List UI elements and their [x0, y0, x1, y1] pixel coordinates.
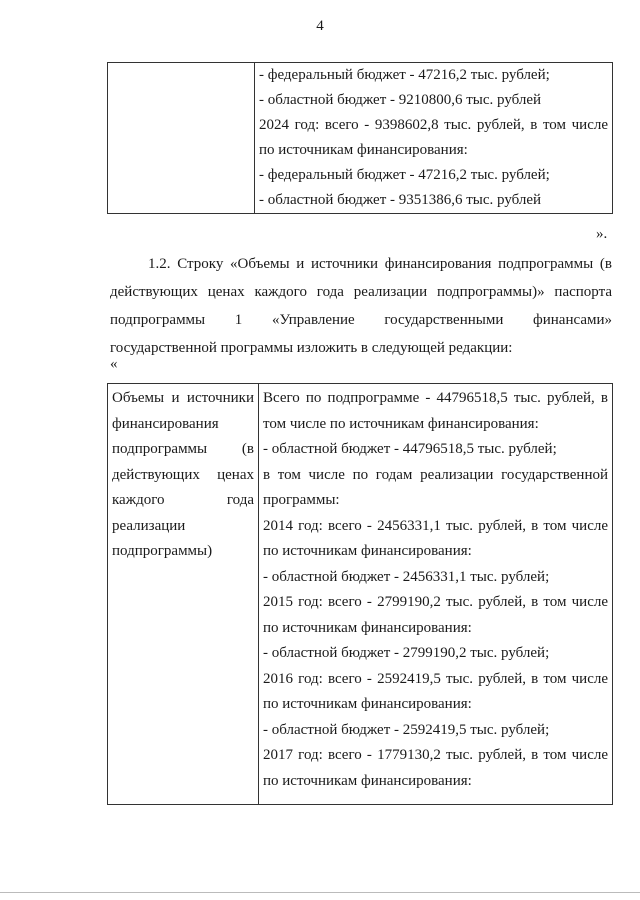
label-line: реализации [112, 517, 186, 534]
label-line: каждого года [112, 492, 254, 508]
value-line: 2014 год: всего - 2456331,1 тыс. рублей, в том числе [263, 517, 608, 534]
fragment-line: по источникам финансирования: [259, 142, 468, 158]
page-bottom-rule [0, 892, 640, 893]
value-line: программы: [263, 492, 340, 508]
page-number: 4 [316, 18, 324, 34]
value-line: том числе по источникам финансирования: [263, 415, 539, 432]
opening-quote: « [110, 356, 118, 372]
fragment-left-cell [108, 63, 255, 214]
paragraph-line: действующих ценах каждого года реализации подпрограммы)» паспорта [110, 284, 612, 300]
value-line: 2015 год: всего - 2799190,2 тыс. рублей, в том числе [263, 594, 608, 610]
funding-label-cell [108, 384, 259, 805]
subprogram-funding-table [107, 383, 613, 805]
value-line: - областной бюджет - 44796518,5 тыс. рублей; [263, 441, 557, 457]
closing-quote: ». [596, 226, 608, 242]
label-line: подпрограммы) [112, 543, 213, 559]
value-line: по источникам финансирования: [263, 543, 472, 559]
value-line: - областной бюджет - 2592419,5 тыс. рублей; [263, 721, 550, 738]
fragment-line: - федеральный бюджет - 47216,2 тыс. рублей; [259, 167, 550, 183]
value-line: 2017 год: всего - 1779130,2 тыс. рублей, в том числе [263, 747, 608, 763]
value-line: 2016 год: всего - 2592419,5 тыс. рублей, в том числе [263, 670, 608, 687]
value-line: по источникам финансирования: [263, 619, 472, 636]
fragment-line: - федеральный бюджет - 47216,2 тыс. рублей; [259, 67, 550, 83]
value-line: в том числе по годам реализации государственной [263, 466, 608, 483]
value-line: - областной бюджет - 2456331,1 тыс. рублей; [263, 568, 550, 585]
fragment-line: - областной бюджет - 9210800,6 тыс. рублей [259, 92, 542, 108]
paragraph-line: государственной программы изложить в следующей редакции: [110, 340, 513, 356]
value-line: - областной бюджет - 2799190,2 тыс. рублей; [263, 645, 550, 661]
label-line: финансирования [112, 415, 219, 432]
funding-value-cell [259, 384, 613, 805]
value-line: по источникам финансирования: [263, 772, 472, 789]
fragment-line: - областной бюджет - 9351386,6 тыс. рублей [259, 192, 542, 208]
value-line: по источникам финансирования: [263, 696, 472, 712]
paragraph-line: подпрограммы 1 «Управление государственными финансами» [110, 312, 612, 328]
budget-fragment-table [107, 62, 613, 214]
label-line: действующих ценах [112, 466, 254, 483]
amendment-paragraph [110, 250, 612, 362]
value-line: Всего по подпрограмме - 44796518,5 тыс. рублей, в [263, 390, 608, 406]
label-line: Объемы и источники [112, 390, 254, 406]
fragment-line: 2024 год: всего - 9398602,8 тыс. рублей, в том числе [259, 117, 608, 133]
fragment-right-cell [255, 63, 613, 214]
label-line: подпрограммы (в [112, 441, 254, 457]
paragraph-line: 1.2. Строку «Объемы и источники финансирования подпрограммы (в [148, 256, 612, 272]
